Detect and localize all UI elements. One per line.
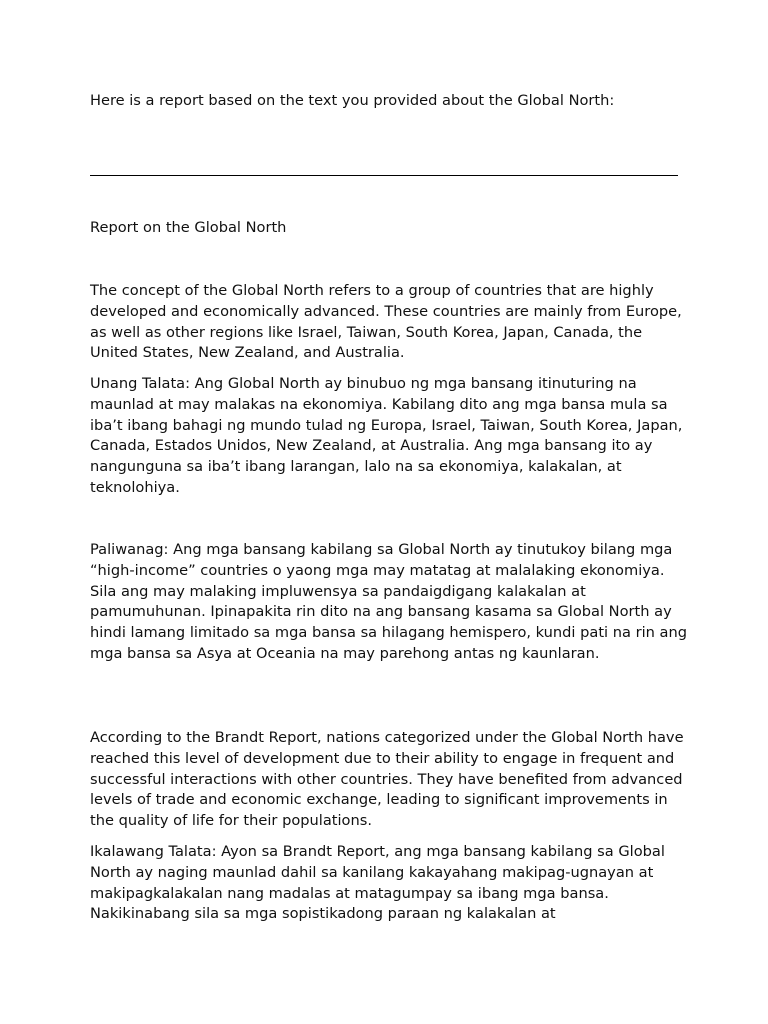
- paragraph-1: The concept of the Global North refers to a group of countries that are highly developed and economically advanced. These countries are mainly from Europe, as well as other regions like Israel, Taiwan, South Korea, Japan, Canada, the United States, New Zealand, and Australia.: [90, 282, 682, 362]
- intro-text: Here is a report based on the text you provided about the Global North:: [90, 92, 615, 109]
- paragraph-4: According to the Brandt Report, nations categorized under the Global North have reached this level of development due to their ability to engage in frequent and successful interactions with other countries. They have benefited from advanced levels of trade and economic exchange, leading to significant improvements in the quality of life for their populations.: [90, 729, 684, 830]
- paragraph-2: Unang Talata: Ang Global North ay binubuo ng mga bansang itinuturing na maunlad at may malakas na ekonomiya. Kabilang dito ang mga bansa mula sa iba’t ibang bahagi ng mundo tulad ng Europa, Israel, Taiwan, South Korea, Japan, Canada, Estados Unidos, New Zealand, at Australia. Ang mga bansang ito ay nangunguna sa iba’t ibang larangan, lalo na sa ekonomiya, kalakalan, at teknolohiya.: [90, 375, 683, 496]
- report-title: Report on the Global North: [90, 219, 287, 236]
- paragraph-3: Paliwanag: Ang mga bansang kabilang sa Global North ay tinutukoy bilang mga “high-income” countries o yaong mga may matatag at malalaking ekonomiya. Sila ang may malaking impluwensya sa pandaigdigang kalakalan at pamumuhunan. Ipinapakita rin dito na ang bansang kasama sa Global North ay hindi lamang limitado sa mga bansa sa hilagang hemispero, kundi pati na rin ang mga bansa sa Asya at Oceania na may parehong antas ng kaunlaran.: [90, 541, 687, 662]
- horizontal-rule: [90, 175, 678, 176]
- paragraph-5: Ikalawang Talata: Ayon sa Brandt Report, ang mga bansang kabilang sa Global North ay naging maunlad dahil sa kanilang kakayahang makipag-ugnayan at makipagkalakalan nang madalas at matagumpay sa ibang mga bansa. Nakikinabang sila sa mga sopistikadong paraan ng kalakalan at: [90, 843, 665, 923]
